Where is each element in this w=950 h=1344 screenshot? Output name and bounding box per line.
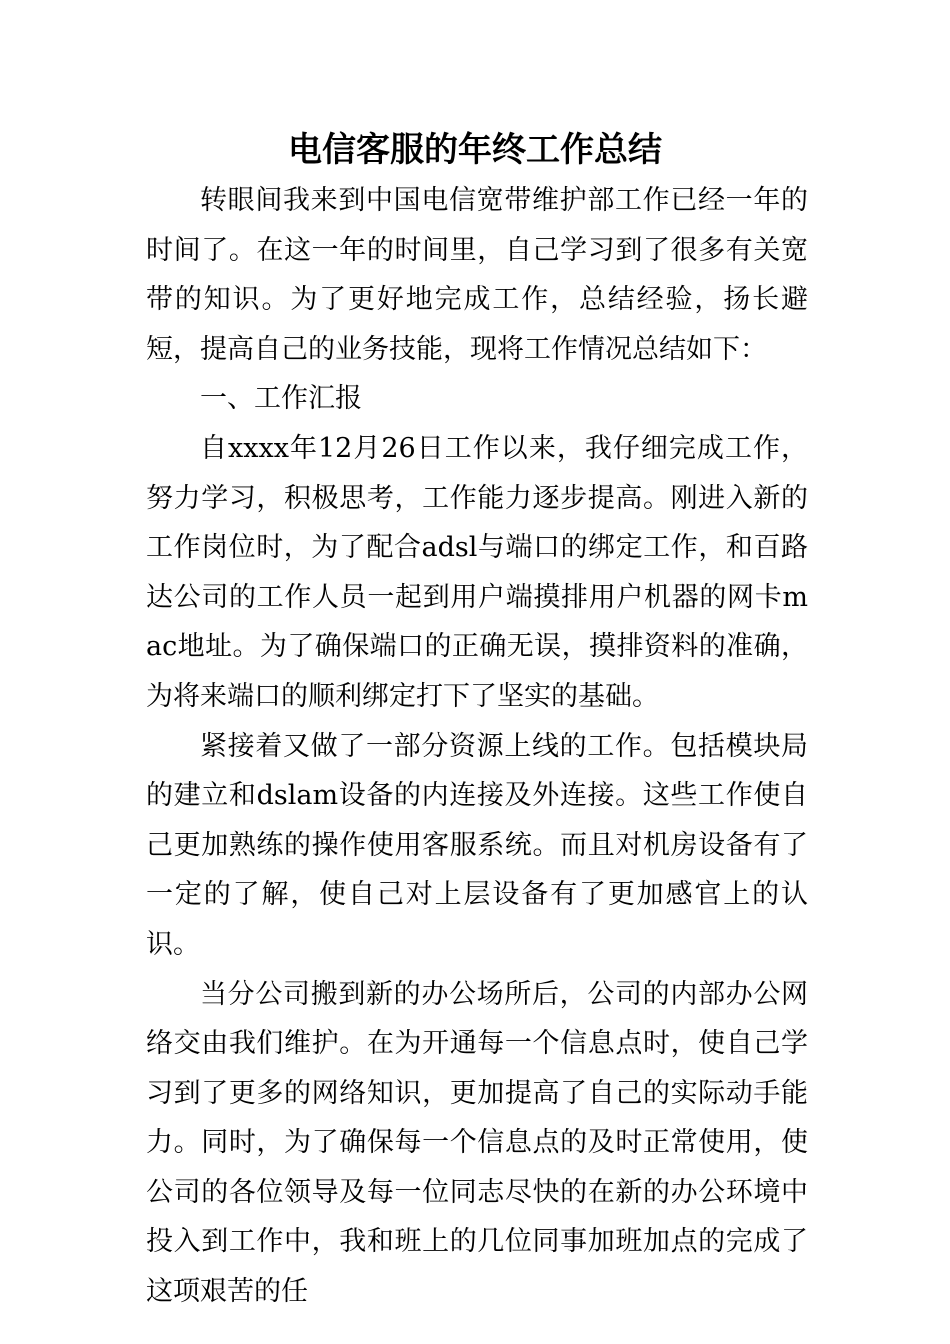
document-body xyxy=(146,176,808,1317)
paragraph-intro: 转眼间我来到中国电信宽带维护部工作已经一年的时间了。在这一年的时间里，自己学习到了很多有关宽带的知识。为了更好地完成工作，总结经验，扬长避短，提高自己的业务技能，现将工作情况总结如下： xyxy=(146,185,808,365)
paragraph-work-start: 自xxxx年12月26日工作以来，我仔细完成工作，努力学习，积极思考，工作能力逐步提高。刚进入新的工作岗位时，为了配合adsl与端口的绑定工作，和百路达公司的工作人员一起到用户端摸排用户机器的网卡mac地址。为了确保端口的正确无误，摸排资料的准确，为将来端口的顺利绑定打下了坚实的基础。 xyxy=(146,432,808,712)
paragraph-resource-online: 紧接着又做了一部分资源上线的工作。包括模块局的建立和dslam设备的内连接及外连接。这些工作使自己更加熟练的操作使用客服系统。而且对机房设备有了一定的了解，使自己对上层设备有了更加感官上的认识。 xyxy=(146,730,808,960)
document-title: 电信客服的年终工作总结 xyxy=(288,130,662,170)
section-heading-work-report: 一、工作汇报 xyxy=(200,383,362,415)
paragraph-office-network: 当分公司搬到新的办公场所后，公司的内部办公网络交由我们维护。在为开通每一个信息点时，使自己学习到了更多的网络知识，更加提高了自己的实际动手能力。同时，为了确保每一个信息点的及时正常使用，使公司的各位领导及每一位同志尽快的在新的办公环境中投入到工作中，我和班上的几位同事加班加点的完成了这项艰苦的任 xyxy=(146,978,808,1308)
